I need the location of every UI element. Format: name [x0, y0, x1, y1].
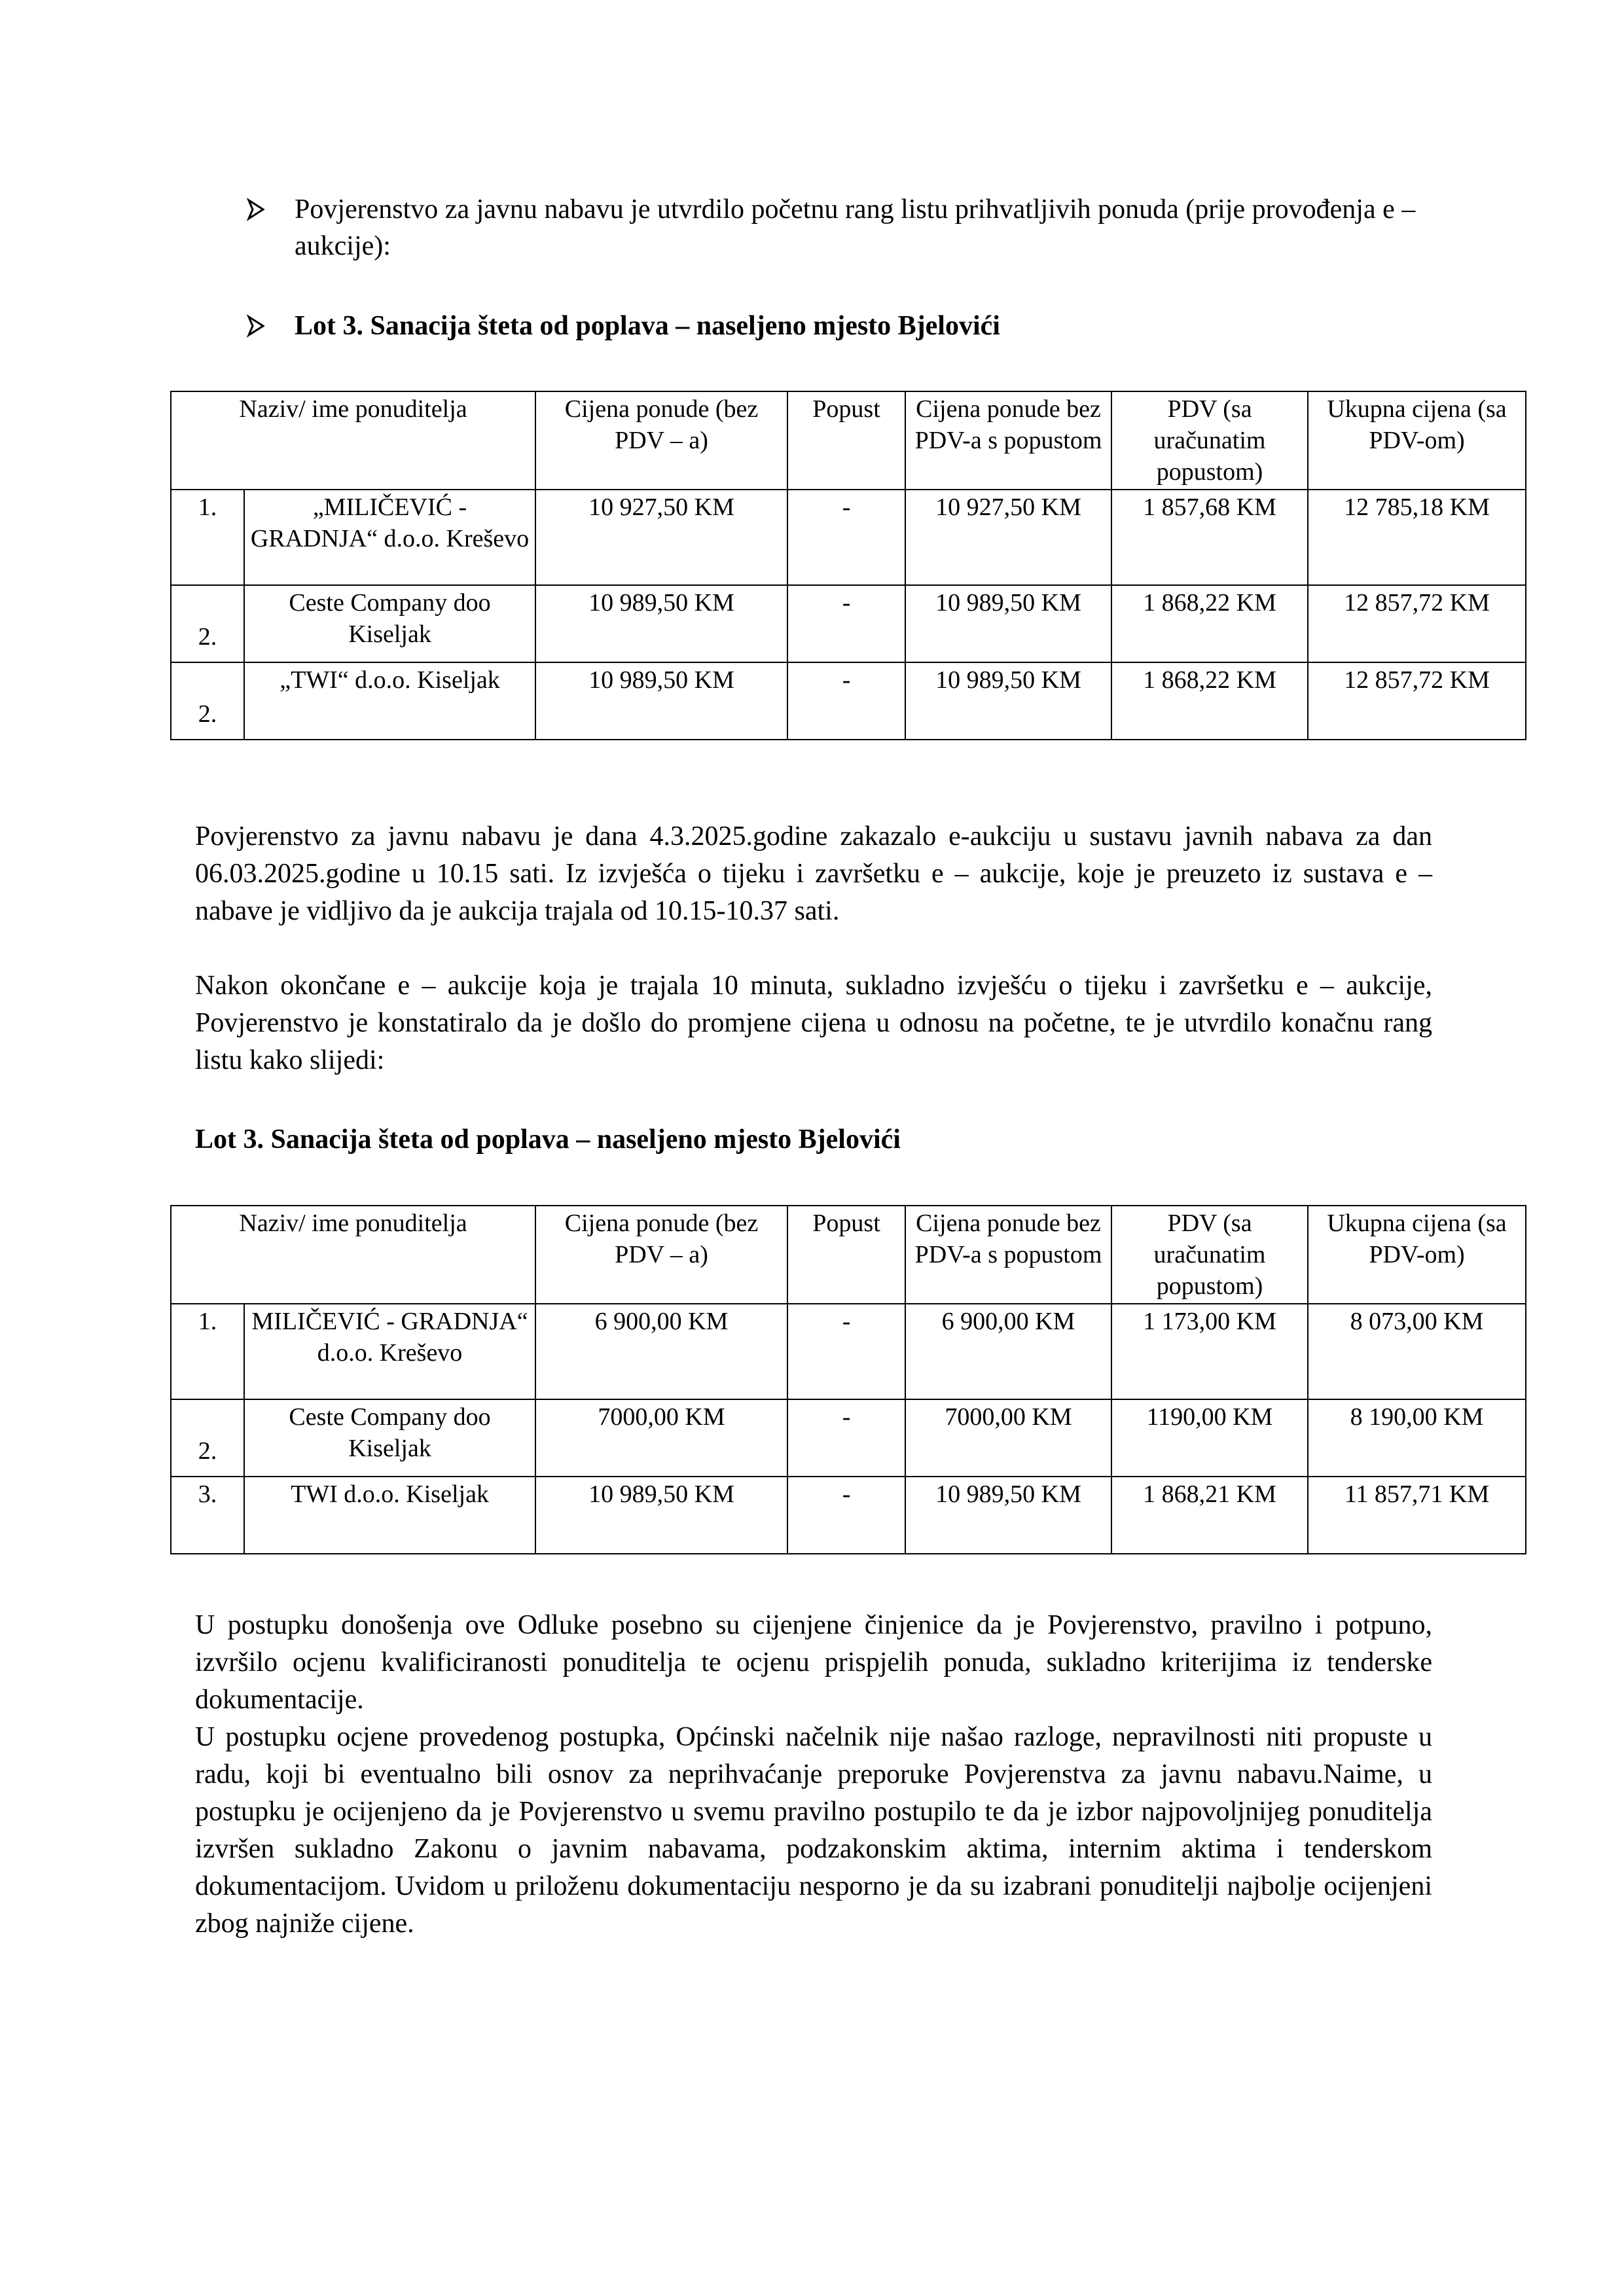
vat-cell: 1190,00 KM: [1111, 1399, 1308, 1477]
final-ranking-table: [170, 1205, 1526, 1554]
bidder-name: „MILIČEVIĆ - GRADNJA“ d.o.o. Kreševo: [244, 490, 535, 585]
header-discount: Popust: [787, 391, 905, 490]
header-price-discount: Cijena ponude bez PDV-a s popustom: [905, 391, 1111, 490]
bullet-item-initial-ranking: [246, 191, 1444, 270]
price-discount-cell: 6 900,00 KM: [905, 1304, 1111, 1399]
price-cell: 10 989,50 KM: [535, 585, 787, 662]
price-cell: 6 900,00 KM: [535, 1304, 787, 1399]
header-discount: Popust: [787, 1206, 905, 1304]
price-cell: 10 989,50 KM: [535, 662, 787, 740]
discount-cell: -: [787, 662, 905, 740]
header-total: Ukupna cijena (sa PDV-om): [1308, 391, 1526, 490]
initial-ranking-table: [170, 391, 1526, 740]
bidder-name: MILIČEVIĆ - GRADNJA“ d.o.o. Kreševo: [244, 1304, 535, 1399]
table-header-row: [171, 1206, 1526, 1304]
decision-paragraph: U postupku donošenja ove Odluke posebno su cijenjene činjenice da je Povjerenstvo, pravilno i potpuno, izvršilo ocjenu kvalificiranosti ponuditelja te ocjenu prispjelih ponuda, sukladno kriterijima iz tenderske dokumentacije.: [195, 1610, 1432, 1715]
lot-heading-text: Lot 3. Sanacija šteta od poplava – naseljeno mjesto Bjelovići: [295, 311, 1000, 341]
price-cell: 7000,00 KM: [535, 1399, 787, 1477]
row-number: 1.: [171, 490, 244, 585]
table-row: [171, 1399, 1526, 1477]
total-cell: 12 857,72 KM: [1308, 662, 1526, 740]
arrow-bullet-icon: [246, 191, 278, 228]
discount-cell: -: [787, 1399, 905, 1477]
header-price: Cijena ponude (bez PDV – a): [535, 1206, 787, 1304]
header-total: Ukupna cijena (sa PDV-om): [1308, 1206, 1526, 1304]
total-cell: 12 857,72 KM: [1308, 585, 1526, 662]
bullet-text: Povjerenstvo za javnu nabavu je utvrdilo početnu rang listu prihvatljivih ponuda (prije provođenja e – aukcije):: [295, 194, 1416, 261]
discount-cell: -: [787, 490, 905, 585]
header-vat: PDV (sa uračunatim popustom): [1111, 391, 1308, 490]
auction-result-paragraph: Nakon okončane e – aukcije koja je trajala 10 minuta, sukladno izvješću o tijeku i završetku e – aukcije, Povjerenstvo je konstatiralo da je došlo do promjene cijena u odnosu na početne, te je utvrdilo konačnu rang listu kako slijedi:: [195, 971, 1432, 1075]
vat-cell: 1 857,68 KM: [1111, 490, 1308, 585]
price-discount-cell: 7000,00 KM: [905, 1399, 1111, 1477]
row-number: 3.: [171, 1477, 244, 1554]
discount-cell: -: [787, 585, 905, 662]
header-vat: PDV (sa uračunatim popustom): [1111, 1206, 1308, 1304]
evaluation-paragraph: U postupku ocjene provedenog postupka, Općinski načelnik nije našao razloge, nepravilnosti niti propuste u radu, koji bi eventualno bili osnov za neprihvaćanje preporuke Povjerenstva za javnu nabavu.Naime, u postupku je ocijenjeno da je Povjerenstvo u svemu pravilno postupilo te da je izbor najpovoljnijeg ponuditelja izvršen sukladno Zakonu o javnim nabavama, podzakonskim aktima, internim aktima i tenderskom dokumentacijom. Uvidom u priloženu dokumentaciju nesporno je da su izabrani ponuditelji najbolje ocijenjeni zbog najniže cijene.: [195, 1722, 1432, 1939]
discount-cell: -: [787, 1304, 905, 1399]
total-cell: 8 190,00 KM: [1308, 1399, 1526, 1477]
price-cell: 10 927,50 KM: [535, 490, 787, 585]
bullet-item-lot-heading: [246, 308, 1444, 344]
row-number: 2.: [171, 662, 244, 740]
price-discount-cell: 10 989,50 KM: [905, 662, 1111, 740]
row-number: 2.: [171, 1399, 244, 1477]
price-discount-cell: 10 989,50 KM: [905, 1477, 1111, 1554]
price-discount-cell: 10 927,50 KM: [905, 490, 1111, 585]
vat-cell: 1 868,22 KM: [1111, 662, 1308, 740]
header-name: Naziv/ ime ponuditelja: [171, 1206, 535, 1304]
table-row: [171, 585, 1526, 662]
table-row: [171, 1477, 1526, 1554]
total-cell: 8 073,00 KM: [1308, 1304, 1526, 1399]
header-price-discount: Cijena ponude bez PDV-a s popustom: [905, 1206, 1111, 1304]
table-header-row: [171, 391, 1526, 490]
row-number: 2.: [171, 585, 244, 662]
bidder-name: Ceste Company doo Kiseljak: [244, 585, 535, 662]
table-row: [171, 662, 1526, 740]
price-cell: 10 989,50 KM: [535, 1477, 787, 1554]
row-number: 1.: [171, 1304, 244, 1399]
auction-schedule-paragraph: Povjerenstvo za javnu nabavu je dana 4.3.2025.godine zakazalo e-aukciju u sustavu javnih nabava za dan 06.03.2025.godine u 10.15 sati. Iz izvješća o tijeku i završetku e – aukcije, koje je preuzeto iz sustava e – nabave je vidljivo da je aukcija trajala od 10.15-10.37 sati.: [195, 821, 1432, 926]
price-discount-cell: 10 989,50 KM: [905, 585, 1111, 662]
total-cell: 11 857,71 KM: [1308, 1477, 1526, 1554]
arrow-bullet-icon: [246, 308, 278, 344]
final-lot-heading: Lot 3. Sanacija šteta od poplava – naseljeno mjesto Bjelovići: [195, 1124, 901, 1155]
header-name: Naziv/ ime ponuditelja: [171, 391, 535, 490]
vat-cell: 1 868,21 KM: [1111, 1477, 1308, 1554]
table-row: [171, 490, 1526, 585]
table-row: [171, 1304, 1526, 1399]
discount-cell: -: [787, 1477, 905, 1554]
bidder-name: „TWI“ d.o.o. Kiseljak: [244, 662, 535, 740]
total-cell: 12 785,18 KM: [1308, 490, 1526, 585]
header-price: Cijena ponude (bez PDV – a): [535, 391, 787, 490]
bidder-name: Ceste Company doo Kiseljak: [244, 1399, 535, 1477]
vat-cell: 1 868,22 KM: [1111, 585, 1308, 662]
vat-cell: 1 173,00 KM: [1111, 1304, 1308, 1399]
bidder-name: TWI d.o.o. Kiseljak: [244, 1477, 535, 1554]
